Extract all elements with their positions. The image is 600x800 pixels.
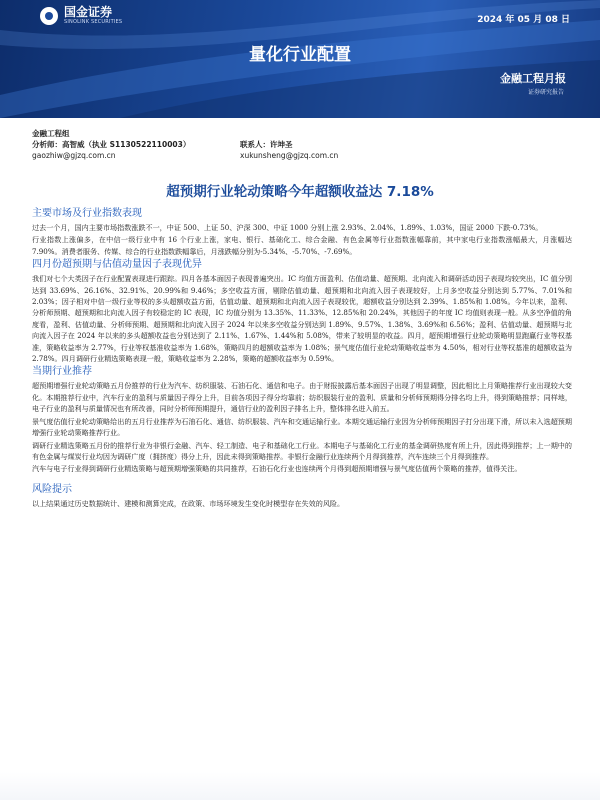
contact-label: 联系人：许坤圣 <box>240 140 293 149</box>
paragraph: 以上结果通过历史数据统计、建模和测算完成，在政策、市场环境发生变化时模型存在失效的风险。 <box>32 498 345 508</box>
paragraph: 过去一个月，国内主要市场指数涨跌不一，中证 500、上证 50、沪深 300、中证 1000 分别上涨 2.93%、2.04%、1.89%、1.03%，国证 2000 下跌-0.73%。 <box>32 223 543 232</box>
paragraph: 我们对七个大类因子在行业配置表现进行跟踪。四月各基本面因子表现普遍突出。IC 均值方面盈利、估值动量、超预期、北向流入和调研活动因子表现均较突出，IC 值分别达到 33.69%、26.16%、32.91%、20.99%和 9.46%；多空收益方面，剔除估值动量、超预期和北向流入因子表现较好，上月多空收益分别达到 5.77%、7.01%和 2.03%；因子相对中信一级行业等权的多头超额收益方面，估值动量、超预期和北向流入因子表现较优，超额收益分别达到 2.39%、1.85%和 1.08%。今年以来，盈利、分析师预期、超预期和北向流入因子有较稳定的 IC 表现，IC 均值分别为 13.35%、11.33%、12.85%和 20.24%，其他因子的年度 IC 均值则表现一般。从多空净值的角度看，盈利、估值动量、分析师预期、超预期和北向流入因子 2024 年以来多空收益分别达到 1.89%、9.57%、1.38%、3.69%和 6.56%；盈利、估值动量、超预期与北向流入因子在 2024 年以来的多头超额收益也分别达到了 2.11%、1.67%、1.44%和 5.08%，带来了较明显的收益。四月，超预期增强行业轮动策略明显跑赢行业等权基准，策略收益率为 2.77%，行业等权基准收益率为 1.68%，策略四月的超额收益率为 1.08%；景气度估值行业轮动策略收益率为 4.50%，相对行业等权基准的超额收益为 2.78%。四月调研行业精选策略表现一般，策略收益率为 2.28%，策略的超额收益率为 0.59%。 <box>32 274 572 364</box>
section-title: 四月份超预期与估值动量因子表现优异 <box>32 259 202 271</box>
paragraph: 超预期增强行业轮动策略五月份推荐的行业为汽车、纺织服装、石油石化、通信和电子。由于财报披露后基本面因子出现了明显调整，因此相比上月策略推荐行业出现较大变化。本期推荐行业中，汽车行业的盈利与质量因子得分上升，目前各项因子得分均靠前；纺织服装行业的盈利、质量和分析师预期得分排名均上升，得到策略推荐；同样地，电子行业的盈利与质量情况也有所改善，同时分析师预期提升，通信行业的盈利因子排名上升，整体排名进入前五。 <box>32 381 572 414</box>
logo-icon <box>40 7 58 25</box>
brand-sub: SINOLINK SECURITIES <box>64 19 123 25</box>
report-subtype: 证券研究报告 <box>527 89 564 96</box>
section-title: 风险提示 <box>32 483 72 495</box>
paragraph: 景气度估值行业轮动策略给出的五月行业推荐为石油石化、通信、纺织服装、汽车和交通运输行业。本期交通运输行业因为分析师预期因子打分出现下滑，所以未入选超预期增强行业轮动策略推荐行业。 <box>32 416 572 438</box>
contact-email[interactable]: xukunsheng@gjzq.com.cn <box>240 151 339 160</box>
paragraph: 调研行业精选策略五月份的推荐行业为非银行金融、汽车、轻工制造、电子和基础化工行业。本期电子与基础化工行业的基金调研热度有所上升，因此得到推荐；上一期中的有色金属与煤炭行业均因为调研广度（拥挤度）得分上升，因此未得到策略推荐。非银行金融行业连续两个月得到推荐，汽车连续三个月得到推荐。 <box>32 440 572 461</box>
report-date: 2024 年 05 月 08 日 <box>477 15 570 25</box>
brand-name: 国金证券 <box>64 5 113 19</box>
paragraph: 汽车与电子行业得到调研行业精选策略与超预期增强策略的共同推荐，石油石化行业也连续两个月得到超预期增强与景气度估值两个策略的推荐，值得关注。 <box>32 464 522 474</box>
brand-logo <box>40 6 122 25</box>
team-name: 金融工程组 <box>32 129 70 138</box>
report-title: 量化行业配置 <box>249 45 351 65</box>
footer-band <box>0 772 600 800</box>
report-type: 金融工程月报 <box>500 72 566 85</box>
author-info <box>32 128 572 161</box>
analyst-label: 分析师：高智威（执业 S1130522110003） <box>32 140 191 149</box>
analyst-email[interactable]: gaozhiw@gjzq.com.cn <box>32 151 116 160</box>
headline: 超预期行业轮动策略今年超额收益达 7.18% <box>166 184 434 200</box>
header-banner <box>0 0 600 118</box>
section-title: 当期行业推荐 <box>32 366 92 378</box>
report-body <box>32 206 572 509</box>
section-title: 主要市场及行业指数表现 <box>32 208 142 219</box>
paragraph: 行业指数上涨偏多，在中信一级行业中有 16 个行业上涨，家电、银行、基础化工、综合金融、有色金属等行业指数涨幅靠前，其中家电行业指数涨幅最大，月涨幅达 7.90%。消费者服务、传媒、综合的行业指数跌幅靠后，月涨跌幅分别为-5.34%、-5.70%、-7.69%。 <box>32 235 572 256</box>
